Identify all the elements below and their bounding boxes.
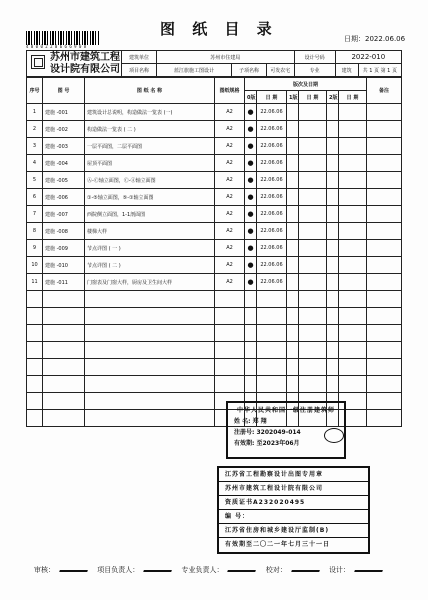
row-date0 <box>257 308 287 325</box>
row-remark <box>367 121 402 138</box>
row-date1 <box>299 342 327 359</box>
row-date1 <box>299 376 327 393</box>
row-date0: 22.06.06 <box>257 274 287 291</box>
row-date0: 22.06.06 <box>257 240 287 257</box>
design-no-value: 2022-010 <box>335 51 401 64</box>
row-remark <box>367 172 402 189</box>
row-v1 <box>287 223 299 240</box>
row-date2 <box>339 325 367 342</box>
row-date2 <box>339 291 367 308</box>
row-v1 <box>287 155 299 172</box>
row-date2 <box>339 376 367 393</box>
row-v0-mark <box>245 308 257 325</box>
row-drawing-name <box>85 291 215 308</box>
row-spec: A2 <box>215 257 245 274</box>
row-v0-mark <box>245 104 257 121</box>
row-v1 <box>287 359 299 376</box>
row-v1 <box>287 172 299 189</box>
table-row <box>27 359 402 376</box>
row-remark <box>367 257 402 274</box>
row-drawing-no: 建施 -008 <box>43 223 85 240</box>
row-v1 <box>287 274 299 291</box>
row-drawing-no: 建施 -011 <box>43 274 85 291</box>
table-row <box>27 274 402 291</box>
row-seq <box>27 359 43 376</box>
col-version-date: 版次及日期 <box>245 78 367 91</box>
row-remark <box>367 393 402 410</box>
table-row <box>27 342 402 359</box>
row-drawing-no: 建施 -002 <box>43 121 85 138</box>
row-remark <box>367 291 402 308</box>
row-date1 <box>299 240 327 257</box>
table-row <box>27 376 402 393</box>
row-spec: A2 <box>215 274 245 291</box>
row-drawing-no: 建施 -007 <box>43 206 85 223</box>
row-spec <box>215 359 245 376</box>
row-date1 <box>299 223 327 240</box>
row-v1 <box>287 138 299 155</box>
barcode-number: 4 0 0 0 2 2 0 6 6 6 9 0 8 <box>26 44 87 49</box>
row-v0-mark <box>245 376 257 393</box>
row-drawing-no: 建施 -006 <box>43 189 85 206</box>
seal-valid: 有效期: 至2023年06月 <box>234 440 300 447</box>
row-remark <box>367 325 402 342</box>
row-spec <box>215 342 245 359</box>
row-date0: 22.06.06 <box>257 121 287 138</box>
row-drawing-no <box>43 325 85 342</box>
row-v0-mark <box>245 359 257 376</box>
stamp-line1: 江苏省工程勘察设计出图专用章 <box>219 468 368 482</box>
project-value: 蓝江旅施工图设计 <box>157 64 232 77</box>
major-label: 专业 <box>294 64 335 77</box>
row-v1 <box>287 308 299 325</box>
row-remark <box>367 359 402 376</box>
row-seq <box>27 393 43 410</box>
seal-title: 中华人民共和国一级注册建筑师 <box>236 407 335 414</box>
row-date0: 22.06.06 <box>257 206 287 223</box>
col-date1: 日 期 <box>299 91 327 104</box>
row-seq <box>27 410 43 427</box>
table-row <box>27 308 402 325</box>
row-drawing-no <box>43 308 85 325</box>
row-v0-mark <box>245 172 257 189</box>
row-drawing-name <box>85 325 215 342</box>
row-v0-mark <box>245 223 257 240</box>
row-date0: 22.06.06 <box>257 223 287 240</box>
row-remark <box>367 155 402 172</box>
major-lead-label: 专业负责人： <box>181 566 224 574</box>
col-spec: 图纸规格 <box>215 78 245 104</box>
row-v0-mark <box>245 155 257 172</box>
row-seq <box>27 376 43 393</box>
row-date1 <box>299 138 327 155</box>
row-seq: 7 <box>27 206 43 223</box>
row-v1 <box>287 342 299 359</box>
design-label: 设计： <box>328 566 350 574</box>
unit-label: 建筑单位 <box>122 51 157 64</box>
col-drawing-name: 图 纸 名 称 <box>85 78 215 104</box>
row-drawing-no <box>43 410 85 427</box>
col-date0: 日 期 <box>257 91 287 104</box>
drawing-table <box>26 77 402 427</box>
row-date0 <box>257 325 287 342</box>
row-date2 <box>339 206 367 223</box>
row-seq <box>27 308 43 325</box>
table-row <box>27 104 402 121</box>
stamp-line2: 苏州市建筑工程设计院有限公司 <box>219 482 368 496</box>
row-date1 <box>299 291 327 308</box>
row-remark <box>367 206 402 223</box>
check-label: 校对： <box>265 566 287 574</box>
row-drawing-name: 西院侧立面图，1-1剖面图 <box>85 206 215 223</box>
issue-date: 日期：2022.06.06 <box>344 35 406 43</box>
row-v2 <box>327 121 339 138</box>
company-name-line2: 设计院有限公司 <box>50 64 120 75</box>
row-date1 <box>299 104 327 121</box>
row-date2 <box>339 342 367 359</box>
signature-icon <box>143 562 175 572</box>
row-date2 <box>339 189 367 206</box>
stamp-line3: 资质证书A232020495 <box>219 496 368 510</box>
row-drawing-name: 建筑设计总说明，构造做法一览表 (一) <box>85 104 215 121</box>
row-drawing-name <box>85 308 215 325</box>
row-v0-mark <box>245 121 257 138</box>
row-v1 <box>287 376 299 393</box>
row-drawing-no: 建施 -009 <box>43 240 85 257</box>
row-v2 <box>327 308 339 325</box>
row-v1 <box>287 325 299 342</box>
col-drawing-no: 图 号 <box>43 78 85 104</box>
row-spec: A2 <box>215 155 245 172</box>
row-date0: 22.06.06 <box>257 104 287 121</box>
table-row <box>27 172 402 189</box>
project-lead-label: 项目负责人： <box>97 566 140 574</box>
row-date2 <box>339 172 367 189</box>
row-date0 <box>257 359 287 376</box>
row-v2 <box>327 291 339 308</box>
table-row <box>27 325 402 342</box>
signature-row <box>34 562 390 575</box>
row-drawing-no <box>43 393 85 410</box>
row-drawing-no <box>43 342 85 359</box>
seal-name: 姓 名: 郑 翔 <box>234 418 267 425</box>
row-v2 <box>327 359 339 376</box>
row-spec: A2 <box>215 172 245 189</box>
row-date1 <box>299 121 327 138</box>
signature-icon <box>228 562 260 572</box>
row-v2 <box>327 376 339 393</box>
row-seq: 4 <box>27 155 43 172</box>
row-date1 <box>299 189 327 206</box>
row-seq: 3 <box>27 138 43 155</box>
row-spec: A2 <box>215 206 245 223</box>
row-v0-mark <box>245 206 257 223</box>
row-seq: 5 <box>27 172 43 189</box>
row-remark <box>367 138 402 155</box>
row-v2 <box>327 342 339 359</box>
subitem-value: 可发农宅 <box>267 64 295 77</box>
company-name <box>50 52 120 76</box>
row-v2 <box>327 172 339 189</box>
row-v1 <box>287 206 299 223</box>
table-row <box>27 189 402 206</box>
row-date0 <box>257 291 287 308</box>
row-v2 <box>327 206 339 223</box>
row-drawing-name: 一层平面图，二层平面图 <box>85 138 215 155</box>
table-row <box>27 223 402 240</box>
row-v2 <box>327 138 339 155</box>
row-date2 <box>339 104 367 121</box>
row-v2 <box>327 189 339 206</box>
row-spec <box>215 376 245 393</box>
signature-icon <box>354 562 386 572</box>
row-v2 <box>327 325 339 342</box>
row-v2 <box>327 240 339 257</box>
design-institute-stamp <box>217 466 370 554</box>
row-seq: 9 <box>27 240 43 257</box>
row-date0: 22.06.06 <box>257 257 287 274</box>
row-v2 <box>327 155 339 172</box>
row-v2 <box>327 274 339 291</box>
round-seal-icon <box>324 428 344 443</box>
table-row <box>27 121 402 138</box>
row-spec: A2 <box>215 104 245 121</box>
unit-value: 苏州市住建局 <box>157 51 295 64</box>
row-date2 <box>339 257 367 274</box>
signature-icon <box>59 562 91 572</box>
col-v2: 2版 <box>327 91 339 104</box>
row-date1 <box>299 325 327 342</box>
page-count: 共 1 页 第 1 页 <box>358 64 401 77</box>
row-remark <box>367 274 402 291</box>
row-v1 <box>287 104 299 121</box>
row-remark <box>367 223 402 240</box>
table-row <box>27 291 402 308</box>
table-row <box>27 206 402 223</box>
row-seq: 8 <box>27 223 43 240</box>
row-remark <box>367 189 402 206</box>
row-remark <box>367 410 402 427</box>
row-v2 <box>327 223 339 240</box>
row-drawing-name <box>85 359 215 376</box>
row-date1 <box>299 274 327 291</box>
row-drawing-name: ①-⑤轴立面图，⑤-①轴立面图 <box>85 189 215 206</box>
row-seq: 10 <box>27 257 43 274</box>
row-spec: A2 <box>215 223 245 240</box>
row-date1 <box>299 155 327 172</box>
row-spec: A2 <box>215 240 245 257</box>
stamp-line4: 编 号： <box>219 510 368 524</box>
col-date2: 日 期 <box>339 91 367 104</box>
row-v0-mark <box>245 240 257 257</box>
col-v0: 0版 <box>245 91 257 104</box>
col-remark: 备注 <box>367 78 402 104</box>
subitem-label: 子项名称 <box>232 64 267 77</box>
design-no-label: 设计号码 <box>294 51 335 64</box>
row-date1 <box>299 206 327 223</box>
row-v0-mark <box>245 138 257 155</box>
stamp-line5: 江苏省住房和城乡建设厅监制(B) <box>219 524 368 538</box>
row-v1 <box>287 257 299 274</box>
table-row <box>27 138 402 155</box>
row-v1 <box>287 291 299 308</box>
row-remark <box>367 342 402 359</box>
row-remark <box>367 308 402 325</box>
row-date0: 22.06.06 <box>257 155 287 172</box>
page-title: 图 纸 目 录 <box>160 20 278 38</box>
row-date2 <box>339 274 367 291</box>
table-row <box>27 257 402 274</box>
row-v0-mark <box>245 325 257 342</box>
row-date2 <box>339 155 367 172</box>
row-seq: 11 <box>27 274 43 291</box>
row-seq: 1 <box>27 104 43 121</box>
row-date0 <box>257 342 287 359</box>
signature-icon <box>291 562 323 572</box>
row-spec: A2 <box>215 189 245 206</box>
row-remark <box>367 104 402 121</box>
row-remark <box>367 240 402 257</box>
row-drawing-no: 建施 -010 <box>43 257 85 274</box>
stamp-line6: 有效期至二〇二一年七月三十一日 <box>225 541 331 548</box>
row-v0-mark <box>245 189 257 206</box>
row-v0-mark <box>245 257 257 274</box>
row-drawing-name: 构造做法一览表 ( 二 ) <box>85 121 215 138</box>
row-date0: 22.06.06 <box>257 138 287 155</box>
row-remark <box>367 376 402 393</box>
row-date2 <box>339 359 367 376</box>
row-date2 <box>339 240 367 257</box>
row-v2 <box>327 257 339 274</box>
row-date1 <box>299 257 327 274</box>
table-row <box>27 155 402 172</box>
row-drawing-no: 建施 -003 <box>43 138 85 155</box>
row-date0 <box>257 376 287 393</box>
row-drawing-name: Ⓐ-Ⓒ轴立面图，Ⓒ-Ⓐ轴立面图 <box>85 172 215 189</box>
col-v1: 1版 <box>287 91 299 104</box>
row-drawing-name: 楼梯大样 <box>85 223 215 240</box>
row-date2 <box>339 308 367 325</box>
row-drawing-name <box>85 410 215 427</box>
row-v0-mark <box>245 274 257 291</box>
row-seq <box>27 325 43 342</box>
row-spec <box>215 325 245 342</box>
row-v1 <box>287 240 299 257</box>
row-seq <box>27 342 43 359</box>
row-date0: 22.06.06 <box>257 172 287 189</box>
row-v1 <box>287 121 299 138</box>
row-spec <box>215 291 245 308</box>
table-row <box>27 240 402 257</box>
row-drawing-name <box>85 393 215 410</box>
row-drawing-no <box>43 291 85 308</box>
company-name-line1: 苏州市建筑工程 <box>50 52 120 63</box>
row-drawing-no <box>43 376 85 393</box>
row-spec <box>215 308 245 325</box>
row-drawing-name: 屋顶平面图 <box>85 155 215 172</box>
project-label: 项目名称 <box>122 64 157 77</box>
seal-reg-no: 注册号: 3202049-014 <box>234 429 301 436</box>
row-seq: 6 <box>27 189 43 206</box>
row-drawing-name: 门窗表及门窗大样，厨房及卫生间大样 <box>85 274 215 291</box>
row-drawing-name: 节点详图 ( 二 ) <box>85 257 215 274</box>
row-date2 <box>339 138 367 155</box>
major-value: 建筑 <box>335 64 358 77</box>
row-date1 <box>299 308 327 325</box>
row-drawing-no <box>43 359 85 376</box>
row-date2 <box>339 223 367 240</box>
row-drawing-no: 建施 -004 <box>43 155 85 172</box>
row-v1 <box>287 189 299 206</box>
row-v2 <box>327 104 339 121</box>
row-drawing-name <box>85 342 215 359</box>
row-date1 <box>299 359 327 376</box>
company-logo-icon <box>31 55 45 69</box>
row-spec: A2 <box>215 121 245 138</box>
row-v0-mark <box>245 291 257 308</box>
col-seq: 序号 <box>27 78 43 104</box>
row-date0: 22.06.06 <box>257 189 287 206</box>
row-drawing-name <box>85 376 215 393</box>
row-drawing-name: 节点详图 ( 一 ) <box>85 240 215 257</box>
audit-label: 审核： <box>34 566 55 574</box>
row-v0-mark <box>245 342 257 359</box>
row-drawing-no: 建施 -001 <box>43 104 85 121</box>
row-spec: A2 <box>215 138 245 155</box>
row-drawing-no: 建施 -005 <box>43 172 85 189</box>
row-seq: 2 <box>27 121 43 138</box>
barcode-icon <box>26 31 100 45</box>
row-date1 <box>299 172 327 189</box>
row-seq <box>27 291 43 308</box>
row-date2 <box>339 121 367 138</box>
